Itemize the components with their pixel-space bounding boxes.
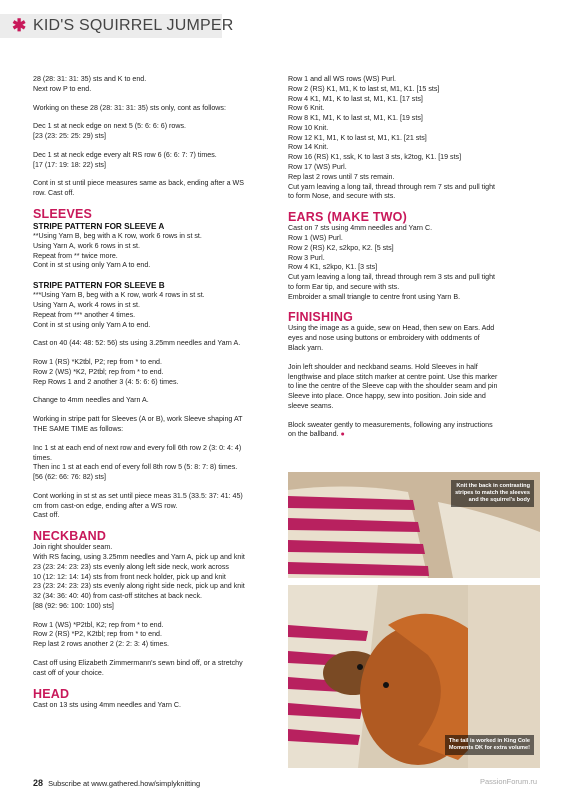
text-line: Row 1 (RS) *K2tbl, P2; rep from * to end. (33, 358, 162, 367)
text-line: to line the centre of the Sleeve cap with the shoulder seam and pin (288, 382, 498, 391)
page-number: 28 (33, 778, 44, 788)
text-line: Embroider a small triangle to centre front using Yarn B. (288, 292, 461, 301)
page-footer (33, 777, 200, 789)
text-line: Cast on 40 (44: 48: 52: 56) sts using 3.25mm needles and Yarn A. (33, 339, 241, 348)
paragraph (33, 415, 273, 435)
text-line: Using Yarn A, work 4 rows in st st. (33, 300, 140, 309)
section-heading-sleeves: SLEEVES (33, 207, 93, 222)
text-line: to form Ear tip, and secure with sts. (288, 282, 400, 291)
paragraph (33, 122, 273, 142)
text-line: Next row P to end. (33, 84, 92, 93)
page-title: KID'S SQUIRREL JUMPER (33, 17, 234, 34)
text-line: Black yarn. (288, 343, 324, 352)
text-line: Cont in st st using only Yarn A to end. (33, 320, 151, 329)
paragraph (33, 232, 273, 271)
text-line: Inc 1 st at each end of next row and every foll 6th row 2 (3: 0: 4: 4) (33, 443, 242, 452)
text-line: [88 (92: 96: 100: 100) sts] (33, 601, 114, 610)
text-line: **Using Yarn B, beg with a K row, work 6 rows in st st. (33, 232, 202, 241)
paragraph (33, 444, 273, 483)
photo-caption (451, 480, 534, 507)
paragraph (33, 339, 273, 349)
asterisk-icon: ✱ (12, 16, 27, 35)
text-line: Using Yarn A, work 6 rows in st st. (33, 241, 140, 250)
text-line: on the ballband. (288, 430, 339, 439)
text-line: Repeat from ** twice more. (33, 251, 118, 260)
paragraph (288, 224, 538, 302)
text-line: row. Cast off. (33, 189, 75, 198)
text-line: Using the image as a guide, sew on Head, then sew on Ears. Add (288, 324, 495, 333)
squirrel-photo (288, 585, 540, 768)
text-line: Moments DK for extra volume! (448, 745, 530, 751)
paragraph (33, 104, 273, 114)
text-line: Cast off using Elizabeth Zimmermann's sewn bind off, or a stretchy (33, 659, 243, 668)
text-line: [56 (62: 66: 76: 82) sts] (33, 473, 106, 482)
text-line: Cast off. (33, 511, 60, 520)
text-line: Row 16 (RS) K1, ssk, K to last 3 sts, k2tog, K1. [19 sts] (288, 153, 462, 162)
text-line (288, 430, 538, 440)
text-line: Row 2 (RS) K1, M1, K to last st, M1, K1. [15 sts] (288, 84, 440, 93)
text-line: Dec 1 st at neck edge every alt RS row 6 (6: 6: 7: 7) times. (33, 150, 217, 159)
text-line: Cut yarn leaving a long tail, thread through rem 7 sts and pull tight (288, 182, 496, 191)
text-line: Cont in st st using only Yarn A to end. (33, 261, 151, 270)
text-line: Working in stripe patt for Sleeves (A or B), work Sleeve shaping AT (33, 415, 243, 424)
paragraph (288, 363, 538, 412)
paragraph (288, 324, 538, 353)
text-line: sleeve seams. (288, 401, 334, 410)
text-line: Rep Rows 1 and 2 another 3 (4: 5: 6: 6) times. (33, 377, 179, 386)
paragraph (288, 75, 538, 202)
text-line: Cont in st st until piece measures same as back, ending after a WS (33, 179, 244, 188)
text-line: Cast on 13 sts using 4mm needles and Yarn C. (33, 700, 181, 709)
section-heading-head: HEAD (33, 686, 70, 701)
text-line: Row 2 (RS) *P2, K2tbl; rep from * to end. (33, 630, 162, 639)
left-column (33, 75, 273, 719)
photo-caption (445, 735, 534, 755)
paragraph (33, 179, 273, 199)
paragraph (33, 396, 273, 406)
text-line: [23 (23: 25: 25: 29) sts] (33, 132, 106, 141)
text-line: to form Nose, and secure with sts. (288, 192, 396, 201)
paragraph (33, 659, 273, 679)
paragraph (33, 75, 273, 95)
text-line: Row 2 (RS) K2, s2kpo, K2. [5 sts] (288, 243, 394, 252)
text-line: Join left shoulder and neckband seams. Hold Sleeves in half (288, 362, 478, 371)
text-line: Row 6 Knit. (288, 104, 325, 113)
text-line: With RS facing, using 3.25mm needles and Yarn A, pick up and knit (33, 553, 245, 561)
yarn-ball-icon: ● (340, 430, 345, 439)
text-line: Working on these 28 (28: 31: 31: 35) sts only, cont as follows: (33, 103, 226, 112)
text-line: 23 (23: 24: 23: 23) sts evenly along right side neck, pick up and knit (33, 582, 245, 591)
text-line: cast off of your choice. (33, 668, 104, 677)
text-line: Cut yarn leaving a long tail, thread through rem 3 sts and pull tight (288, 273, 496, 282)
text-line: lengthwise and place stitch marker at centre point. Use this marker (288, 372, 498, 381)
paragraph (33, 701, 273, 711)
text-line: Join right shoulder seam. (33, 543, 113, 552)
text-line: ***Using Yarn B, beg with a K row, work 4 rows in st st. (33, 291, 205, 300)
text-line: Row 8 K1, M1, K to last st, M1, K1. [19 sts] (288, 114, 423, 123)
page-header (0, 0, 566, 40)
text-line: Row 14 Knit. (288, 143, 329, 152)
text-line: Rep last 2 rows another 2 (2: 2: 3: 4) times. (33, 640, 170, 649)
paragraph (288, 421, 538, 441)
paragraph (33, 291, 273, 330)
paragraph (33, 492, 273, 521)
text-line: Row 3 Purl. (288, 253, 325, 262)
section-heading-finishing: FINISHING (288, 310, 353, 325)
text-line: Row 1 (WS) *P2tbl, K2; rep from * to end. (33, 620, 164, 629)
text-line: [17 (17: 19: 18: 22) sts] (33, 160, 106, 169)
text-line: and the squirrel's body (468, 497, 530, 503)
text-line: Row 4 K1, M1, K to last st, M1, K1. [17 sts] (288, 94, 423, 103)
right-column (288, 75, 538, 449)
paragraph (33, 358, 273, 387)
text-line: 23 (23: 24: 23: 23) sts evenly along left side neck, work across (33, 562, 229, 571)
text-line: Block sweater gently to measurements, following any instructions (288, 420, 493, 429)
subscribe-link[interactable]: Subscribe at www.gathered.how/simplyknitting (48, 779, 201, 788)
text-line: 10 (12: 12: 14: 14) sts from front neck holder, pick up and knit (33, 572, 226, 581)
subheading-stripe-a: STRIPE PATTERN FOR SLEEVE A (33, 222, 165, 232)
text-line: Row 1 and all WS rows (WS) Purl. (288, 75, 397, 83)
text-line: THE SAME TIME as follows: (33, 424, 124, 433)
text-line: 28 (28: 31: 31: 35) sts and K to end. (33, 75, 147, 83)
text-line: Sleeve into place. Once happy, sew into position. Join side and (288, 392, 486, 401)
text-line: Then inc 1 st at each end of every foll 8th row 5 (5: 8: 7: 8) times. (33, 463, 238, 472)
text-line: Row 17 (WS) Purl. (288, 163, 347, 172)
text-line: Cast on 7 sts using 4mm needles and Yarn C. (288, 224, 433, 233)
paragraph (33, 621, 273, 650)
text-line: Row 1 (WS) Purl. (288, 233, 343, 242)
text-line: Knit the back in contrasting (456, 483, 530, 489)
text-line: Repeat from *** another 4 times. (33, 310, 136, 319)
text-line: Cont working in st st as set until piece meas 31.5 (33.5: 37: 41: 45) (33, 491, 243, 500)
sweater-back-photo (288, 472, 540, 578)
text-line: Dec 1 st at neck edge on next 5 (5: 6: 6: 6) rows. (33, 122, 186, 131)
section-heading-neckband: NECKBAND (33, 529, 107, 544)
text-line: Row 12 K1, M1, K to last st, M1, K1. [21 sts] (288, 133, 427, 142)
section-heading-ears: EARS (MAKE TWO) (288, 210, 407, 225)
text-line: stripes to match the sleeves (455, 490, 530, 496)
text-line: cm from cast-on edge, ending after a WS row. (33, 501, 178, 510)
paragraph (33, 543, 273, 611)
text-line: Rep last 2 rows until 7 sts remain. (288, 172, 395, 181)
text-line: Row 4 K1, s2kpo, K1. [3 sts] (288, 263, 378, 272)
text-line: eyes and nose using buttons or embroidery with oddments of (288, 334, 480, 343)
text-line: Row 2 (WS) *K2, P2tbl; rep from * to end. (33, 367, 164, 376)
text-line: Change to 4mm needles and Yarn A. (33, 396, 149, 405)
text-line: The tail is worked in King Cole (448, 738, 530, 744)
subheading-stripe-b: STRIPE PATTERN FOR SLEEVE B (33, 281, 165, 291)
watermark: PassionForum.ru (480, 777, 538, 786)
text-line: Row 10 Knit. (288, 123, 329, 132)
paragraph (33, 151, 273, 171)
text-line: 32 (34: 36: 40: 40) from cast-off stitches at back neck. (33, 592, 203, 601)
text-line: times. (33, 453, 52, 462)
